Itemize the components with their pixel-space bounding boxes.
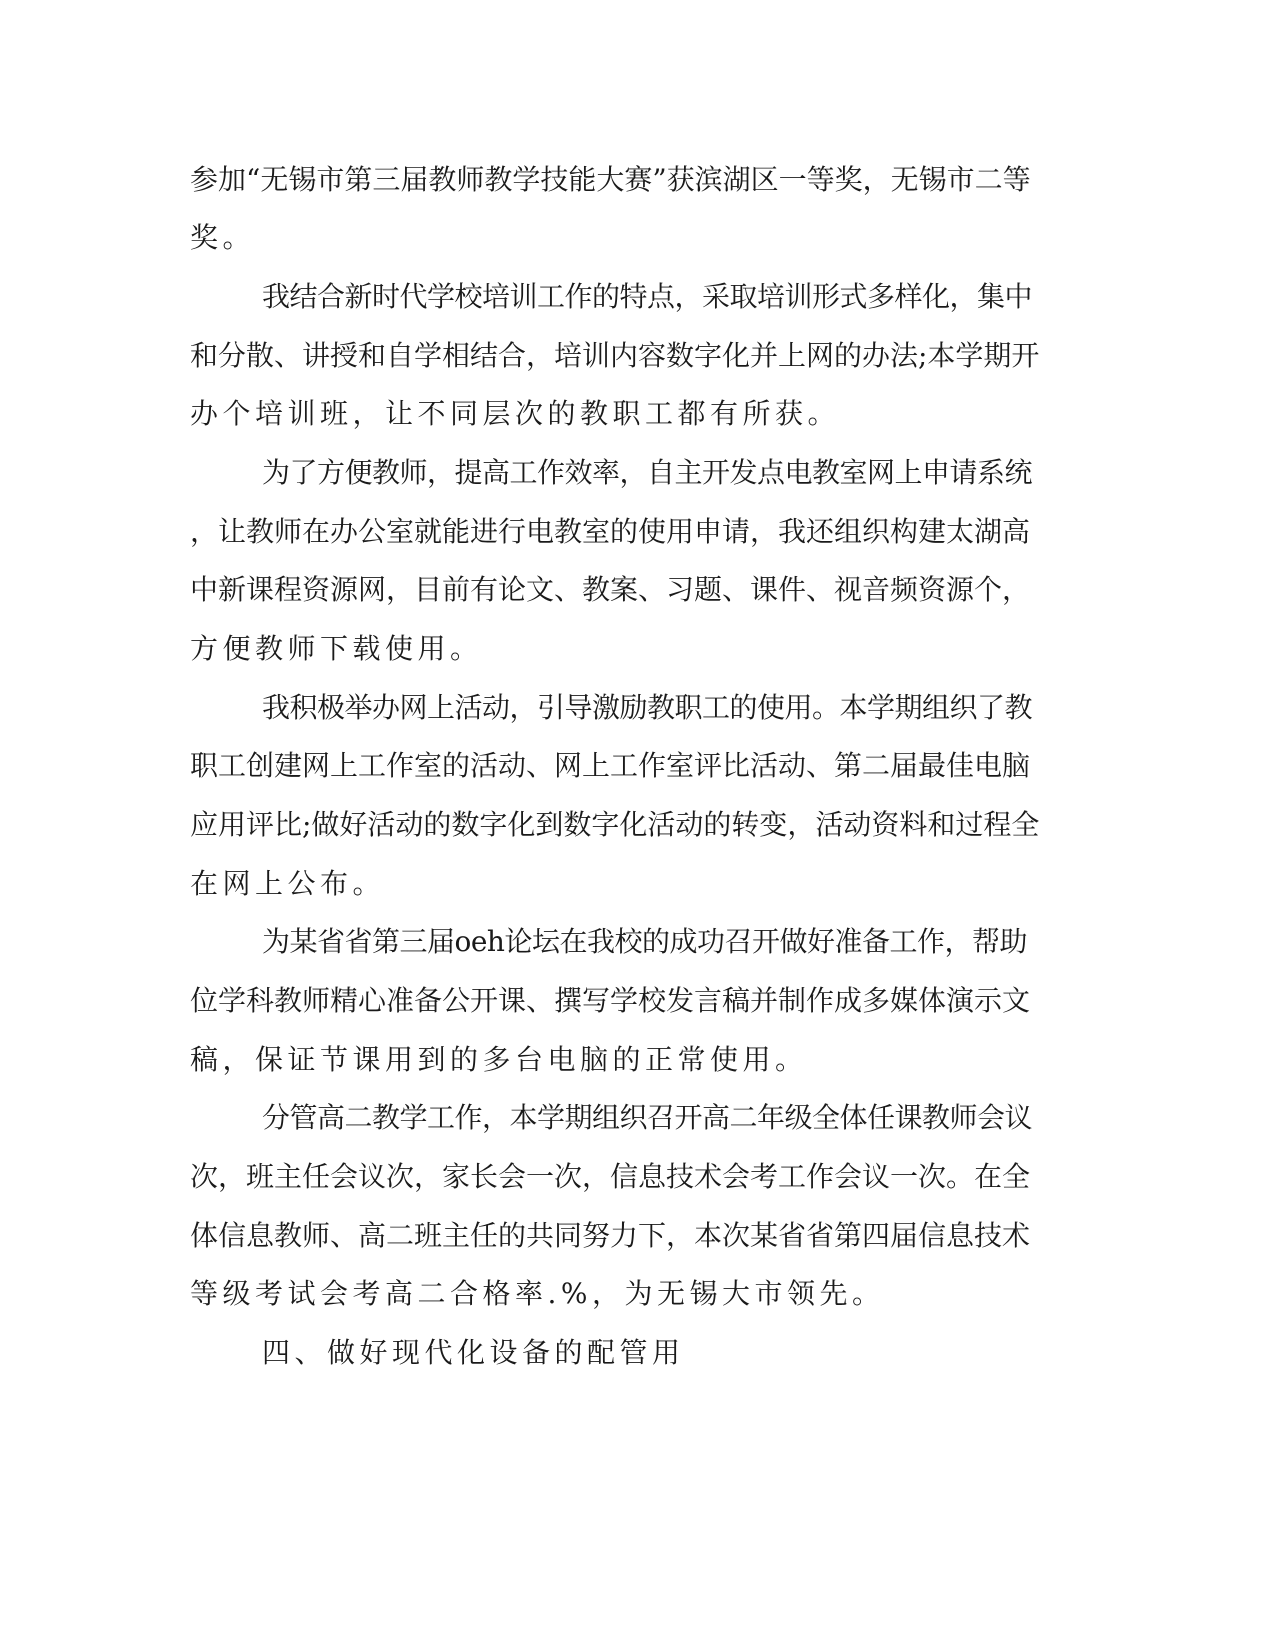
paragraph-first-line: 分管高二教学工作，本学期组织召开高二年级全体任课教师会议 <box>262 1101 1033 1134</box>
paragraph-first-line: 我积极举办网上活动，引导激励教职工的使用。本学期组织了教 <box>262 691 1033 724</box>
paragraph-first-line: 我结合新时代学校培训工作的特点，采取培训形式多样化，集中 <box>262 280 1033 313</box>
text-line: 办个培训班，让不同层次的教职工都有所获。 <box>190 397 841 430</box>
text-line: 职工创建网上工作室的活动、网上工作室评比活动、第二届最佳电脑 <box>190 749 1031 782</box>
text-line: 次，班主任会议次，家长会一次，信息技术会考工作会议一次。在全 <box>190 1160 1031 1193</box>
section-heading: 四、做好现代化设备的配管用 <box>262 1336 685 1369</box>
text-line: 稿，保证节课用到的多台电脑的正常使用。 <box>190 1043 808 1076</box>
text-line: 等级考试会考高二合格率.%，为无锡大市领先。 <box>190 1277 885 1310</box>
text-line: 和分散、讲授和自学相结合，培训内容数字化并上网的办法;本学期开 <box>190 339 1040 372</box>
text-line: 体信息教师、高二班主任的共同努力下，本次某省省第四届信息技术 <box>190 1219 1031 1252</box>
text-line: 应用评比;做好活动的数字化到数字化活动的转变，活动资料和过程全 <box>190 808 1040 841</box>
text-line: 位学科教师精心准备公开课、撰写学校发言稿并制作成多媒体演示文 <box>190 984 1031 1017</box>
text-line: 参加“无锡市第三届教师教学技能大赛”获滨湖区一等奖，无锡市二等 <box>190 163 1031 196</box>
text-line: ，让教师在办公室就能进行电教室的使用申请，我还组织构建太湖高 <box>190 515 1031 548</box>
paragraph-first-line: 为某省省第三届oeh论坛在我校的成功召开做好准备工作，帮助 <box>262 925 1027 958</box>
paragraph-first-line: 为了方便教师，提高工作效率，自主开发点电教室网上申请系统 <box>262 456 1033 489</box>
text-line: 奖。 <box>190 221 256 254</box>
text-line: 在网上公布。 <box>190 867 386 900</box>
text-line: 方便教师下载使用。 <box>190 632 483 665</box>
text-line: 中新课程资源网，目前有论文、教案、习题、课件、视音频资源个， <box>190 573 1031 606</box>
